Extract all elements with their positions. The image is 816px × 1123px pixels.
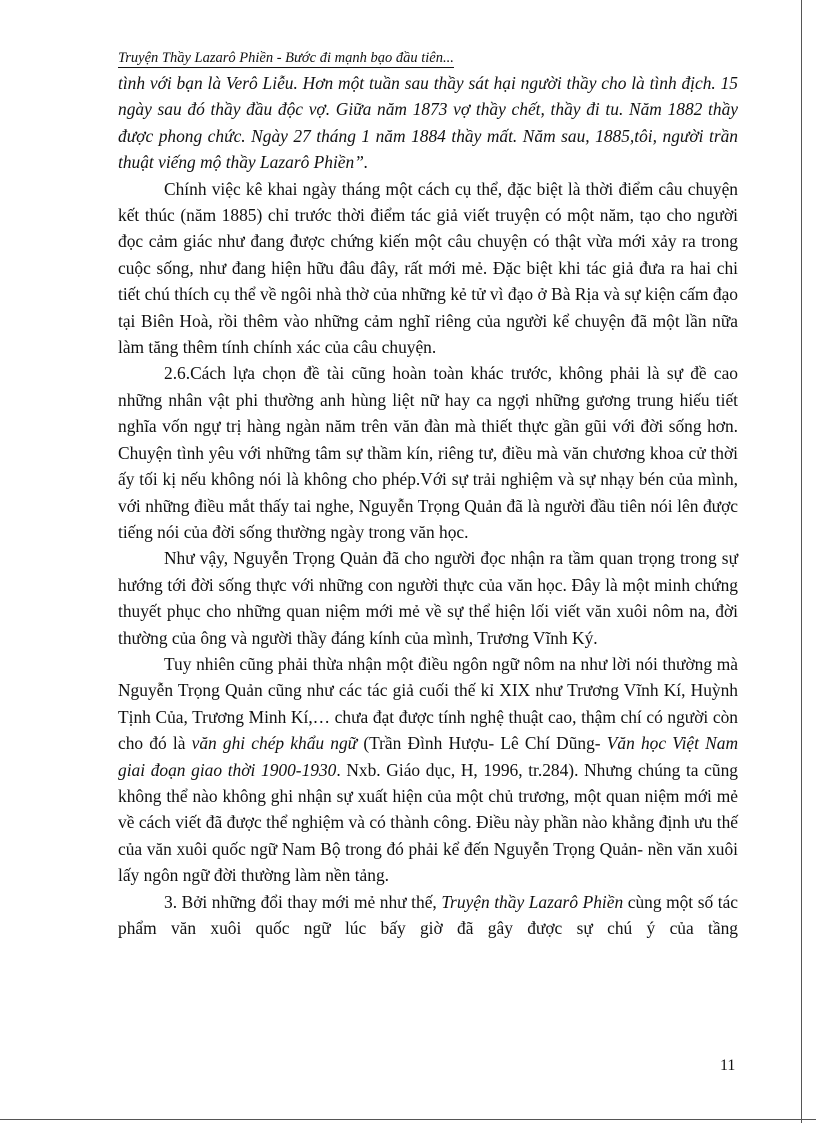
- page-border-right: [801, 0, 802, 1123]
- running-header-text: Truyện Thầy Lazarô Phiền - Bước đi mạnh bạo đầu tiên...: [118, 50, 454, 66]
- paragraph-dates: Chính việc kê khai ngày tháng một cách cụ thể, đặc biệt là thời điểm câu chuyện kết thúc (năm 1885) chỉ trước thời điểm tác giả viết truyện có một năm, tạo cho người đọc cảm giác như đang được chứng kiến một câu chuyện có thật vừa mới xảy ra trong cuộc sống, như đang hiện hữu đâu đây, rất mới mẻ. Đặc biệt khi tác giả đưa ra hai chi tiết chú thích cụ thể về ngôi nhà thờ của những kẻ tử vì đạo ở Bà Rịa và sự kiện cấm đạo tại Biên Hoà, rồi thêm vào những cảm nghĩ riêng của người kể chuyện đã một lần nữa làm tăng thêm tính chính xác của câu chuyện.: [118, 178, 738, 358]
- paragraph-section-2-6: 2.6.Cách lựa chọn đề tài cũng hoàn toàn khác trước, không phải là sự đề cao những nhân vật phi thường anh hùng liệt nữ hay ca ngợi những gương trung hiếu tiết nghĩa vốn ngự trị hàng ngàn năm trên văn đàn mà thiết thực gần gũi với đời sống hơn. Chuyện tình yêu với những tâm sự thầm kín, riêng tư, điều mà văn chương khoa cử thời ấy tối kị nếu không nói là không cho phép.Với sự trải nghiệm và sự nhạy bén của mình, với những điều mắt thấy tai nghe, Nguyễn Trọng Quản đã là người đầu tiên nói lên được tiếng nói của đời sống thường ngày trong văn học.: [118, 363, 738, 542]
- paragraph-language-assessment: [118, 651, 738, 889]
- page-border-bottom: [0, 1119, 816, 1120]
- running-header: [118, 50, 454, 67]
- paragraph-section-3: [118, 889, 738, 942]
- italic-quote: văn ghi chép khẩu ngữ: [191, 733, 358, 754]
- paragraph-conclusion: Như vậy, Nguyễn Trọng Quản đã cho người đọc nhận ra tầm quan trọng trong sự hướng tới đời sống thực với những con người thực của văn học. Đây là một minh chứng thuyết phục cho những quan niệm mới mẻ về sự thể hiện lối viết văn xuôi nôm na, đời thường của ông và người thầy đáng kính của mình, Trương Vĩnh Ký.: [118, 548, 738, 648]
- page-number: 11: [720, 1057, 736, 1074]
- text-run: 3. Bởi những đổi thay mới mẻ như thế,: [164, 891, 442, 912]
- italic-work-title: Truyện thầy Lazarô Phiền: [441, 891, 624, 912]
- text-run: Tuy nhiên cũng phải thừa nhận một điều ngôn ngữ nôm na như lời nói thường mà Nguyễn Trọng Quản cũng như các tác giả cuối thế kỉ XIX như Trương Vĩnh Kí, Huỳnh Tịnh Của, Trương Minh Kí,… chưa đạt được tính nghệ thuật cao, thậm chí có người còn cho đó là: [118, 653, 738, 754]
- body-text: [118, 70, 738, 941]
- text-run: . Nxb. Giáo dục, H, 1996, tr.284). Nhưng chúng ta cũng không thể nào không ghi nhận sự xuất hiện của một chủ trương, một quan niệm mới mẻ về cách viết đã được thể nghiệm và có thành công. Điều này phần nào khẳng định ưu thế của văn xuôi quốc ngữ Nam Bộ trong đó phải kể đến Nguyễn Trọng Quản- nền văn xuôi lấy ngôn ngữ đời thường làm nền tảng.: [118, 759, 738, 886]
- text-run: cùng một số tác phẩm văn xuôi quốc ngữ lúc bấy giờ đã gây được sự chú ý của tầng: [118, 891, 739, 938]
- paragraph-continuation: tình với bạn là Verô Liễu. Hơn một tuần sau thầy sát hại người thầy cho là tình địch. 15 ngày sau đó thầy đầu độc vợ. Giữa năm 1873 vợ thầy chết, thầy đi tu. Năm 1882 thầy được phong chức. Ngày 27 tháng 1 năm 1884 thầy mất. Năm sau, 1885,tôi, người trần thuật viếng mộ thầy Lazarô Phiền”.: [118, 73, 738, 173]
- italic-book-title: Văn học Việt Nam giai đoạn giao thời 1900-1930: [118, 733, 739, 780]
- text-run: (Trần Đình Hượu- Lê Chí Dũng-: [357, 733, 607, 754]
